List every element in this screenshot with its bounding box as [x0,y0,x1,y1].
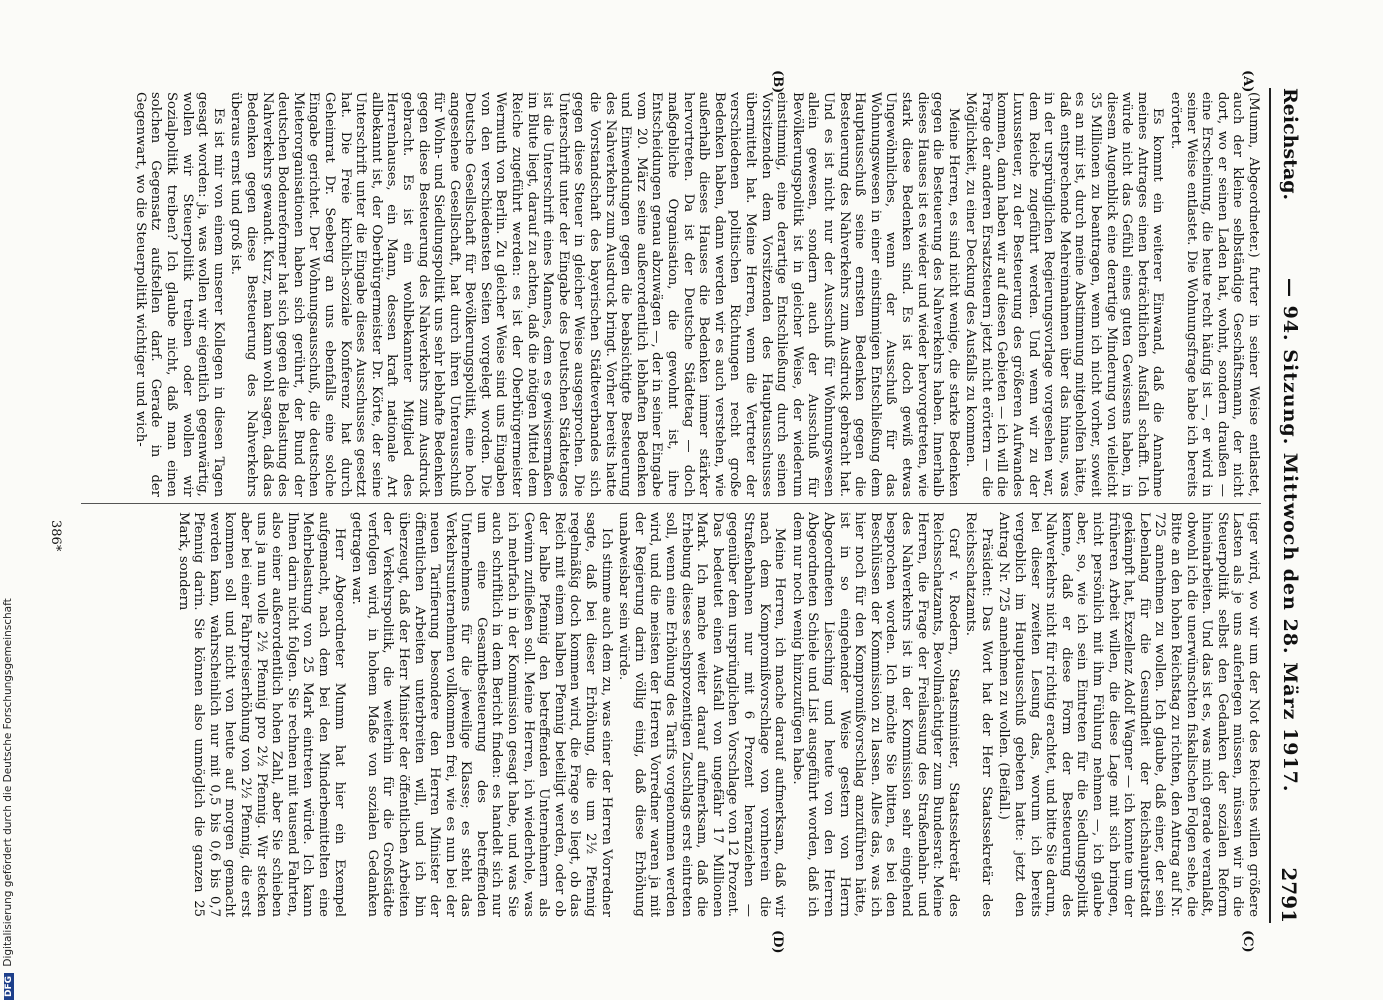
paragraph: Es ist mir von einem unserer Kollegen in diesen Tagen gesagt worden: ja, was wollen wir eigentlich gegenwärtig, wollen wir Steuerpolitik treiben oder wollen wir Sozialpolitik treiben? Ich glaube nicht, daß man einen solchen Gegensatz aufstellen darf. Gerade in der Gegenwart, wo die Steuerpolitik wichtiger und wich- [132,92,226,497]
margin-marker-c: (C) [1240,930,1255,953]
paragraph: tiger wird, wo wir um der Not des Reiches willen größere Lasten als je uns auferlegen müssen, müssen wir in die Steuerpolitik selbst den Gedanken der sozialen Reform hineinarbeiten. Und das ist es, was mich gerade veranlaßt, obwohl ich die unerwünschten fiskalischen Folgen sehe, die Bitte an den hohen Reichstag zu richten, den Antrag auf Nr. 725 annehmen zu wollen. Ich glaube, daß einer, der sein Lebenlang für die Gesundheit der Reichshauptstadt gekämpft hat, Exzellenz Adolf Wagner — ich konnte um der früheren Arbeit willen, die diese Lage mit sich bringen, nicht persönlich mit ihm Fühlung nehmen —, ich glaube aber, so, wie ich sein Eintreten für die Siedlungspolitik kenne, daß er diese Form der Besteuerung des Nahverkehrs nicht für richtig erachtet, und bitte Sie darum, bei dieser zweiten Lesung das, worum ich bereits vergeblich im Hauptausschuß gebeten hatte: jetzt den Antrag Nr. 725 annehmen zu wollen. (Beifall.) [996,512,1261,917]
header-title: Reichstag. [1279,88,1301,201]
column-divider [81,503,1261,504]
speaker-paragraph: Graf v. Roedern, Staatsminister, Staatssekretär des Reichsschatzamts, Bevollmächtigter zum Bundesrat: Meine Herren, die Frage der Freilassung des Straßenbahn- und des Nahverkehrs ist in der Kommission sehr eingehend besprochen worden. Ich möchte Sie bitten, es bei den Beschlüssen der Kommission zu lassen. Alles das, was ich hier noch für den Kompromißvorschlag anzuführen hätte, ist in so eingehender Weise gestern von Herrn Abgeordneten Liesching und heute von den Herren Abgeordneten Schiele und List ausgeführt worden, daß ich dem nur noch wenig hinzuzufügen habe. [789,512,961,917]
funding-caption-text: Digitalisierung gefördert durch die Deutsche Forschungsgemeinschaft [2,598,14,967]
margin-marker-b: (B) [770,70,785,94]
paragraph: Ich stimme auch dem zu, was einer der Herren Vorredner sagte, daß bei dieser Erhöhung, die um 2½ Pfennig regelmäßig doch kommen wird, die Frage so liegt, ob das Reich mit einem halben Pfennig beteiligt werden, oder ob der halbe Pfennig den betreffenden Unternehmern als Gewinn zufließen soll. Meine Herren, ich wiederhole, was ich mehrfach in der Kommission gesagt habe, und was Sie auch schriftlich in dem Bericht finden: es handelt sich nur um eine Gesamtbesteuerung des betreffenden Unternehmens für die jeweilige Klasse; es steht das Verkehrsunternehmen vollkommen frei, wie es nun bei der neuen Tarifierung besondere den Herren Minister der öffentlichen Arbeiten unterbreiten will, und ich bin überzeugt, daß der Herr Minister der öffentlichen Arbeiten der Verkehrspolitik, die weiterhin für die Großstädte verfolgen wird, in hohem Maße von sozialen Gedanken getragen war. [349,512,614,917]
margin-marker-d: (D) [770,930,785,954]
paragraph: Meine Herren, ich mache darauf aufmerksam, daß wir nach dem Kompromißvorschlage von vornherein die Straßenbahnen nur mit 6 Prozent heranziehen — gegenüber dem ursprünglichen Vorschlage von 12 Prozent. Das bedeutet einen Ausfall von ungefähr 17 Millionen Mark. Ich mache weiter darauf aufmerksam, daß die Erhebung dieses sechsprozentigen Zuschlags erst eintreten soll, wenn eine Erhöhung des Tarifs vorgenommen werden wird, und die meisten der Herren Vorredner waren ja mit der Regierung darin völlig einig, daß diese Erhöhung unabweisbar sein würde. [616,512,788,917]
speaker-paragraph: Präsident: Das Wort hat der Herr Staatssekretär des Reichsschatzamts. [963,512,994,917]
paragraph: Meine Herren, es sind nicht wenige, die starke Bedenken gegen die Besteuerung des Nahverkehrs haben. Innerhalb dieses Hauses ist es wieder und wieder hervorgetreten, wie stark diese Bedenken sind. Es ist doch gewiß etwas Ungewöhnliches, wenn der Ausschuß für das Wohnungswesen in einer einstimmigen Entschließung dem Hauptausschuß seine ernsten Bedenken gegen die Besteuerung des Nahverkehrs zum Ausdruck gebracht hat. Und es ist nicht nur der Ausschuß für Wohnungswesen allein gewesen, sondern auch der Ausschuß für Bevölkerungspolitik ist in gleicher Weise, der wiederum einstimmig, eine derartige Entschließung durch seinen Vorsitzenden dem Vorsitzenden des Hauptausschusses übermittelt hat. Meine Herren, wenn die Vertreter der verschiedenen politischen Richtungen recht große Bedenken haben, dann werden wir es auch verstehen, wie außerhalb dieses Hauses die Bedenken immer stärker hervortreten. Da ist der Deutsche Städtetag — doch maßgebliche Organisation, die gewohnt ist, ihre Entscheidungen genau abzuwägen —, der in seiner Eingabe vom 20. März seine außerordentlich lebhaften Bedenken und Einwendungen gegen die beabsichtigte Besteuerung des Nahverkehrs zum Ausdruck bringt. Vorher bereits hatte die Vorstandschaft des bayerischen Städteverbandes sich gegen diese Steuer in gleicher Weise ausgesprochen. Die Unterschrift unter der Eingabe des Deutschen Städtetages ist die Unterschrift eines Mannes, dem es gewissermaßen im Blute liegt, darauf zu achten, daß die nötigen Mittel dem Reiche zugeführt werden: es ist der Oberbürgermeister Wermuth von Berlin. Zu gleicher Weise sind uns Eingaben von den verschiedensten Seiten vorgelegt worden. Die Deutsche Gesellschaft für Bevölkerungspolitik, eine hoch angesehene Gesellschaft, hat durch ihren Unterausschuß für Wohn- und Siedlungspolitik uns sehr lebhafte Bedenken gegen diese Besteuerung des Nahverkehrs zum Ausdruck gebracht. Es ist ein wohlbekannter Mitglied des Herrenhauses, ein Mann, dessen kraft nationale Art allbekannt ist, der Oberbürgermeister Dr. Körte, der seine Unterschrift unter die Eingabe dieses Ausschusses gesetzt hat. Die Freie kirchlich-soziale Konferenz hat durch Geheimrat Dr. Seeberg an uns ebenfalls eine solche Eingabe gerichtet. Der Wohnungsausschuß, die deutschen Mieterorganisationen haben sich gerührt, der Bund der deutschen Bodenreformer hat sich gegen die Belastung des Nahverkehrs gewandt. Kurz, man kann wohl sagen, daß das Bedenken gegen diese Besteuerung des Nahverkehrs überaus ernst und groß ist. [228,92,961,497]
paragraph: Herr Abgeordneter Mumm hat hier ein Exempel aufgemacht, nach dem bei den Minderbemittelten eine Mehrbelastung von 25 Mark eintreten würde. Ich kann Ihnen darin nicht folgen. Sie rechnen mit tausend Fahrten, also einer außerordentlich hohen Zahl, aber Sie schieben uns ja nun volle 2½ Pfennig pro 2½ Pfennig. Wir stecken aber bei einer Fahrpreiserhöhung von 2½ Pfennig, die erst kommen soll und nicht von heute auf morgen gemacht werden kann, wahrscheinlich nur mit 0,5 bis 0,6 bis 0,7 Pfennig darin. Sie können also unmöglich die ganzen 25 Mark, sondern [175,512,347,917]
header-session-date: — 94. Sitzung. Mittwoch den 28. März 1917. [1279,278,1301,793]
margin-marker-a: (A) [1240,70,1255,93]
paragraph: (Mumm, Abgeordneter.) furter in seiner Weise entlastet, auch der kleine selbständige Geschäftsmann, der nicht dort, wo er seinen Laden hat, wohnt, sondern draußen — eine Erscheinung, die heute recht häufig ist —, er wird in seiner Weise entlastet. Die Wohnungsfrage habe ich bereits erörtert. [1168,92,1261,497]
dfg-logo: DFG [4,973,14,1000]
sheet-number: 386* [48,520,63,552]
page-header [1269,88,1305,923]
paragraph: Es kommt ein weiterer Einwand, daß die Annahme meines Antrages einen beträchtlichen Ausfall schafft. Ich würde nicht das Gefühl eines guten Gewissens haben, in diesem Augenblick eine derartige Minderung von vielleicht 35 Millionen zu beantragen, wenn ich nicht vorher, soweit es an mir ist, durch meine Abstimmung mitgeholfen hätte, daß entsprechende Mehreinnahmen über das hinaus, was in der ursprünglichen Regierungsvorlage vorgesehen war, dem Reiche zugeführt werden. Und wenn wir zu der Luxussteuer, zu der Besteuerung des größeren Aufwandes kommen, dann haben wir auf diesen Gebieten — ich will die Frage der anderen Ersatzsteuern jetzt nicht erörtern — die Möglichkeit, zu einer Deckung des Ausfalls zu kommen. [963,92,1166,497]
left-text-column [81,92,1261,497]
right-text-column [81,512,1261,917]
page-number: 2791 [1277,867,1301,923]
funding-caption [2,0,14,1000]
